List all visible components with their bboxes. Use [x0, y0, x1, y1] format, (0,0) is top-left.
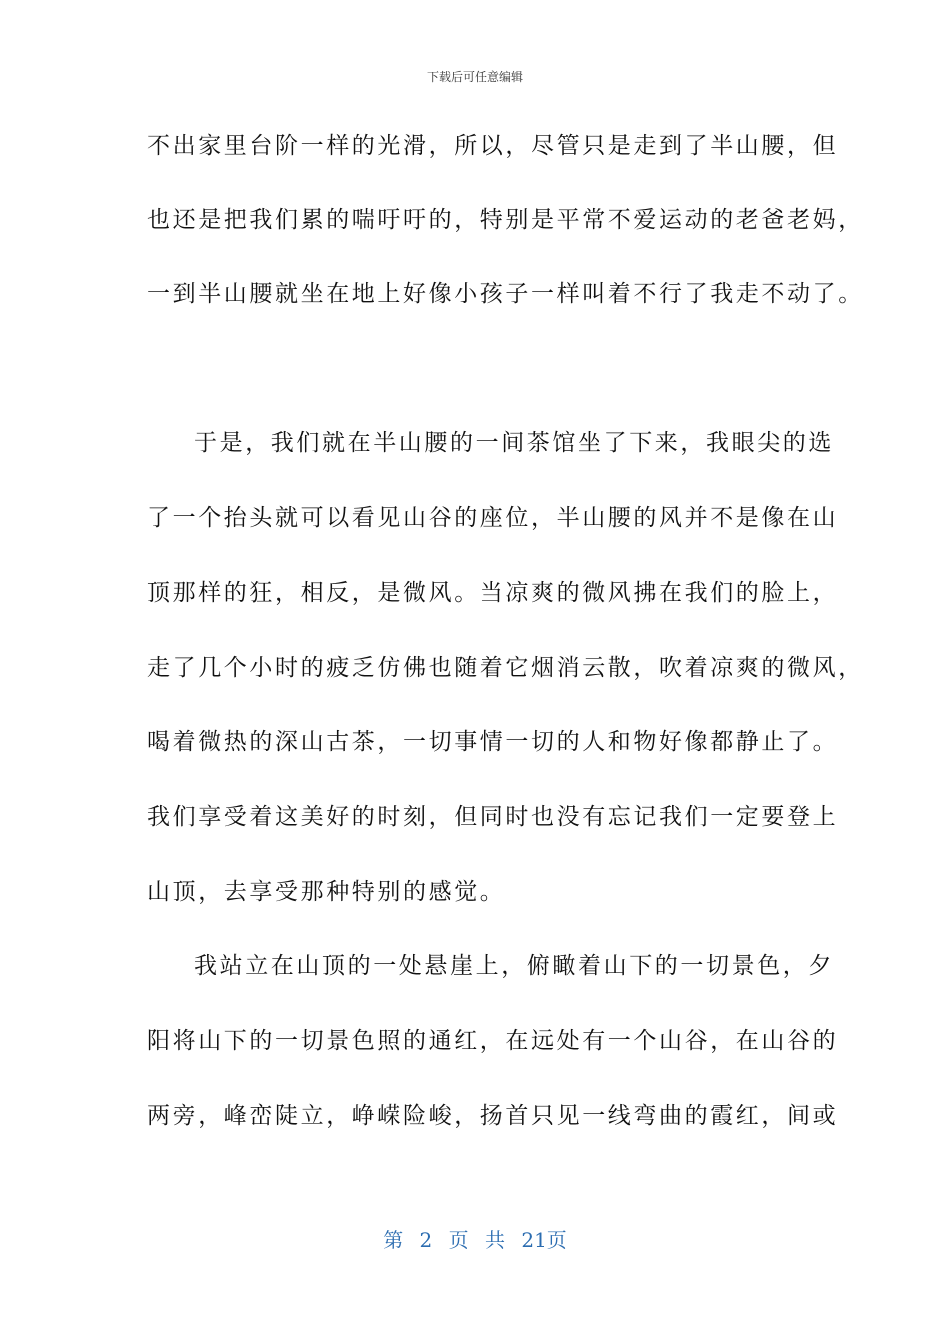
- paragraph-first-line: 于是，我们就在半山腰的一间茶馆坐了下来，我眼尖的选: [194, 430, 834, 456]
- text-line: 两旁，峰峦陡立，峥嵘险峻，扬首只见一线弯曲的霞红，间或: [147, 1103, 839, 1129]
- text-line: 也还是把我们累的喘吁吁的，特别是平常不爱运动的老爸老妈，: [147, 207, 864, 233]
- paragraph-first-line: 我站立在山顶的一处悬崖上，俯瞰着山下的一切景色，夕: [194, 953, 834, 979]
- text-line: 阳将山下的一切景色照的通红，在远处有一个山谷，在山谷的: [147, 1028, 839, 1054]
- text-line: 顶那样的狂，相反，是微风。当凉爽的微风拂在我们的脸上，: [147, 580, 839, 606]
- text-line: 不出家里台阶一样的光滑，所以，尽管只是走到了半山腰，但: [147, 133, 839, 159]
- page-number: 第 2 页 共 21页: [383, 1228, 567, 1252]
- text-line: 了一个抬头就可以看见山谷的座位，半山腰的风并不是像在山: [147, 505, 839, 531]
- text-line: 我们享受着这美好的时刻，但同时也没有忘记我们一定要登上: [147, 804, 839, 830]
- text-line: 山顶，去享受那种特别的感觉。: [147, 879, 506, 905]
- text-line: 一到半山腰就坐在地上好像小孩子一样叫着不行了我走不动了。: [147, 281, 864, 307]
- header-note: 下载后可任意编辑: [426, 70, 523, 84]
- text-line: 喝着微热的深山古茶，一切事情一切的人和物好像都静止了。: [147, 729, 839, 755]
- text-line: 走了几个小时的疲乏仿佛也随着它烟消云散，吹着凉爽的微风，: [147, 655, 864, 681]
